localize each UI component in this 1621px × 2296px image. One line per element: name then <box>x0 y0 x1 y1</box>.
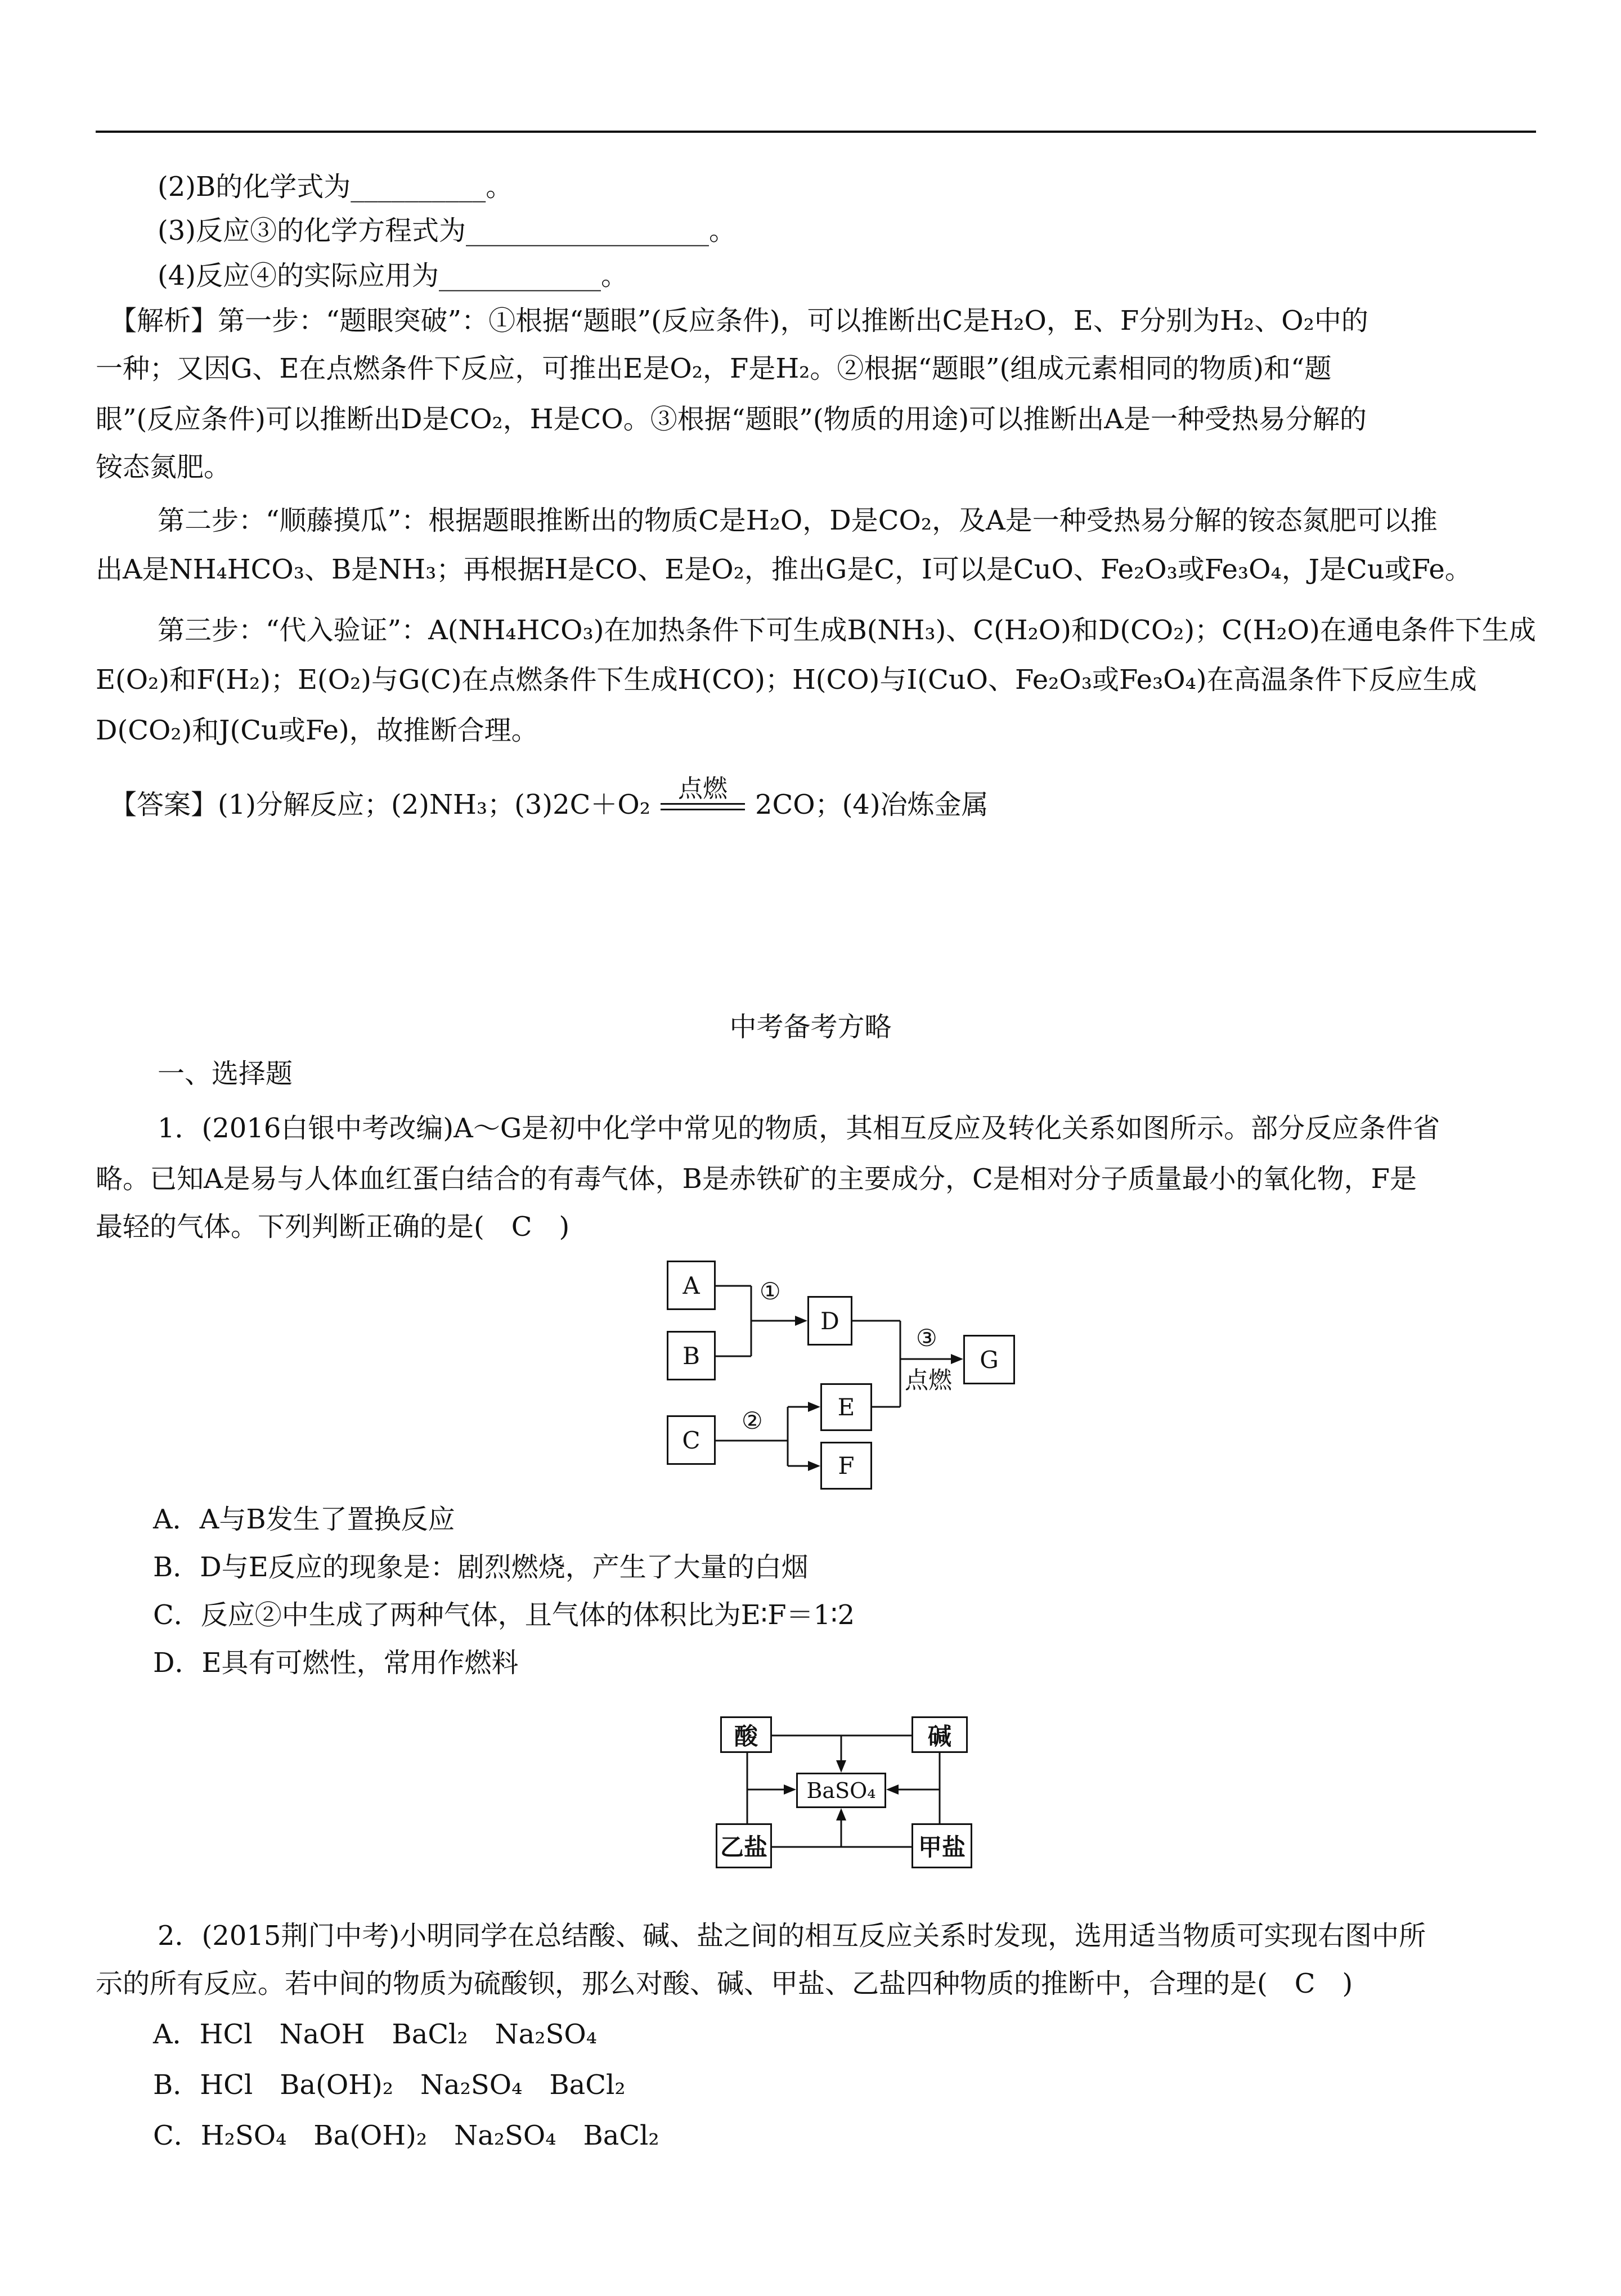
analysis-line-2: 一种；又因G、E在点燃条件下反应，可推出E是O₂，F是H₂。②根据“题眼”(组成元素相同的物质)和“题 <box>96 353 1332 384</box>
answer-prefix: 【答案】(1)分解反应；(2)NH₃；(3)2C＋O₂ <box>110 788 650 820</box>
acid-box: 酸 <box>720 1716 772 1753</box>
q2-option-b: B．HCl Ba(OH)₂ Na₂SO₄ BaCl₂ <box>153 2069 626 2101</box>
node-e: E <box>820 1383 872 1431</box>
salt-a-box: 甲盐 <box>911 1823 972 1868</box>
analysis-line-3: 眼”(反应条件)可以推断出D是CO₂，H是CO。③根据“题眼”(物质的用途)可以推断出A是一种受热易分解的 <box>96 403 1367 435</box>
analysis-line-5: 第二步：“顺藤摸瓜”：根据题眼推断出的物质C是H₂O，D是CO₂，及A是一种受热易分解的铵态氮肥可以推 <box>158 505 1438 536</box>
reaction-1-label: ① <box>760 1277 781 1305</box>
q2-option-c: C．H₂SO₄ Ba(OH)₂ Na₂SO₄ BaCl₂ <box>153 2120 659 2151</box>
q1-line-1: 1．(2016白银中考改编)A～G是初中化学中常见的物质，其相互反应及转化关系如图所示。部分反应条件省 <box>158 1113 1440 1144</box>
analysis-line-7: 第三步：“代入验证”：A(NH₄HCO₃)在加热条件下可生成B(NH₃)、C(H₂O)和D(CO₂)；C(H₂O)在通电条件下生成 <box>158 615 1536 646</box>
analysis-line-4: 铵态氮肥。 <box>96 451 231 483</box>
base-box: 碱 <box>911 1716 968 1753</box>
salt-b-box: 乙盐 <box>716 1823 772 1868</box>
analysis-line-6: 出A是NH₄HCO₃、B是NH₃；再根据H是CO、E是O₂，推出G是C，I可以是CuO、Fe₂O₃或Fe₃O₄，J是Cu或Fe。 <box>96 554 1472 585</box>
q2-option-a: A．HCl NaOH BaCl₂ Na₂SO₄ <box>153 2019 597 2050</box>
reaction-2-label: ② <box>742 1407 763 1434</box>
condition-text: 点燃 <box>677 774 728 803</box>
section-title: 中考备考方略 <box>729 1011 892 1043</box>
node-f: F <box>820 1442 872 1490</box>
node-c: C <box>667 1415 716 1465</box>
analysis-line-1: 【解析】第一步：“题眼突破”：①根据“题眼”(反应条件)，可以推断出C是H₂O，E、F分别为H₂、O₂中的 <box>110 305 1368 337</box>
answer-suffix: 2CO；(4)冶炼金属 <box>755 788 989 820</box>
question-3-text: (3)反应③的化学方程式为__________________。 <box>158 215 736 246</box>
section-heading: 一、选择题 <box>158 1058 293 1089</box>
q1-option-a: A．A与B发生了置换反应 <box>153 1504 455 1535</box>
reaction-3-label: ③ <box>916 1324 937 1352</box>
node-g: G <box>963 1335 1015 1384</box>
node-b: B <box>667 1331 716 1380</box>
question-4-text: (4)反应④的实际应用为____________。 <box>158 260 628 292</box>
baso4-box: BaSO₄ <box>796 1773 886 1808</box>
node-d: D <box>807 1296 852 1346</box>
q1-line-2: 略。已知A是易与人体血红蛋白结合的有毒气体，B是赤铁矿的主要成分，C是相对分子质量最小的氧化物，F是 <box>96 1163 1417 1195</box>
q1-option-c: C．反应②中生成了两种气体，且气体的体积比为E∶F＝1∶2 <box>153 1599 855 1631</box>
analysis-line-9: D(CO₂)和J(Cu或Fe)，故推断合理。 <box>96 715 538 746</box>
q1-option-d: D．E具有可燃性，常用作燃料 <box>153 1647 519 1679</box>
q1-line-3: 最轻的气体。下列判断正确的是( C ) <box>96 1211 570 1243</box>
analysis-line-8: E(O₂)和F(H₂)；E(O₂)与G(C)在点燃条件下生成H(CO)；H(CO)与I(CuO、Fe₂O₃或Fe₃O₄)在高温条件下反应生成 <box>96 664 1477 696</box>
q2-line-2: 示的所有反应。若中间的物质为硫酸钡，那么对酸、碱、甲盐、乙盐四种物质的推断中，合理的是( C ) <box>96 1968 1353 1999</box>
node-a: A <box>667 1261 716 1310</box>
q2-line-1: 2．(2015荆门中考)小明同学在总结酸、碱、盐之间的相互反应关系时发现，选用适当物质可实现右图中所 <box>158 1920 1426 1952</box>
q1-option-b: B．D与E反应的现象是：剧烈燃烧，产生了大量的白烟 <box>153 1551 809 1583</box>
question-2-text: (2)B的化学式为__________。 <box>158 171 513 203</box>
reaction-3-condition: 点燃 <box>905 1366 953 1394</box>
